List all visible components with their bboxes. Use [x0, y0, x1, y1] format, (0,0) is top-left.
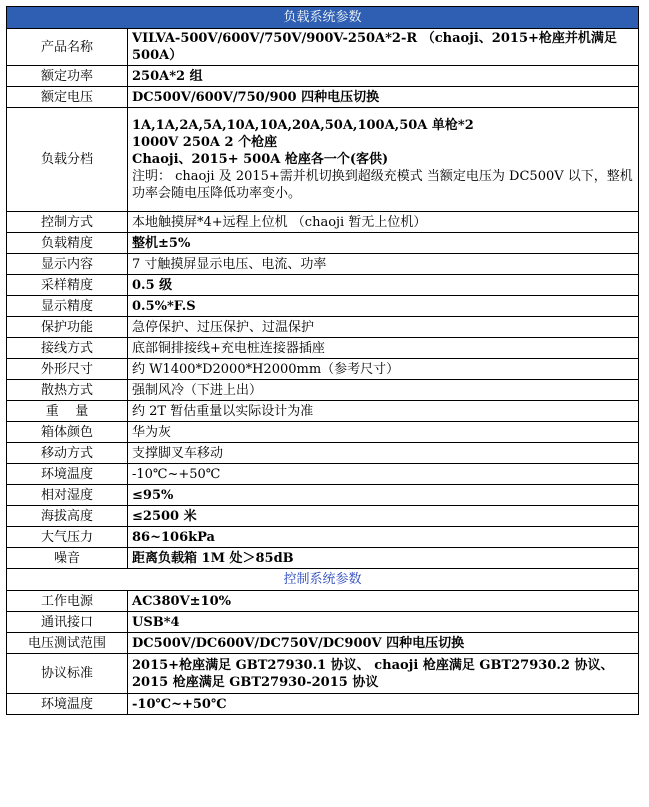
row-value: 0.5 级 — [128, 275, 639, 296]
row-label: 控制方式 — [7, 212, 128, 233]
row-label: 负载分档 — [7, 108, 128, 212]
spec-row-load-steps — [7, 108, 639, 212]
load-steps-line: 1000V 250A 2 个枪座 — [132, 135, 278, 150]
row-label: 箱体颜色 — [7, 422, 128, 443]
row-value: VILVA-500V/600V/750V/900V-250A*2-R （chaoji、2015+枪座并机满足500A） — [128, 29, 639, 66]
spec-row-noise — [7, 548, 639, 569]
section-title: 控制系统参数 — [7, 569, 639, 591]
row-label: 外形尺寸 — [7, 359, 128, 380]
row-value: 7 寸触摸屏显示电压、电流、功率 — [128, 254, 639, 275]
spec-row-display-accuracy — [7, 296, 639, 317]
spec-row-power-supply — [7, 591, 639, 612]
spec-row-protection — [7, 317, 639, 338]
row-value: 华为灰 — [128, 422, 639, 443]
row-label: 工作电源 — [7, 591, 128, 612]
row-label: 采样精度 — [7, 275, 128, 296]
row-value: DC500V/600V/750/900 四种电压切换 — [128, 87, 639, 108]
row-value: 约 W1400*D2000*H2000mm（参考尺寸） — [128, 359, 639, 380]
row-value: -10℃~+50℃ — [128, 464, 639, 485]
section-header-control — [7, 569, 639, 591]
load-steps-note: 注明： chaoji 及 2015+需并机切换到超级充模式 当额定电压为 DC500V 以下，整机功率会随电压降低功率变小。 — [132, 169, 633, 201]
load-steps-line: 1A,1A,2A,5A,10A,10A,20A,50A,100A,50A 单枪*2 — [132, 118, 474, 133]
row-label: 额定电压 — [7, 87, 128, 108]
spec-row-wiring — [7, 338, 639, 359]
load-steps-line: Chaoji、2015+ 500A 枪座各一个(客供) — [132, 152, 389, 167]
row-label: 重 量 — [7, 401, 128, 422]
section-header-load — [7, 7, 639, 29]
row-value — [128, 108, 639, 212]
row-label: 显示内容 — [7, 254, 128, 275]
row-label: 相对湿度 — [7, 485, 128, 506]
row-label: 环境温度 — [7, 464, 128, 485]
row-value: 整机±5% — [128, 233, 639, 254]
row-value: 2015+枪座满足 GBT27930.1 协议、 chaoji 枪座满足 GBT27930.2 协议、2015 枪座满足 GBT27930-2015 协议 — [128, 654, 639, 694]
row-label: 电压测试范围 — [7, 633, 128, 654]
row-value: ≤95% — [128, 485, 639, 506]
row-value: 支撑脚叉车移动 — [128, 443, 639, 464]
spec-row-voltage-range — [7, 633, 639, 654]
row-label: 散热方式 — [7, 380, 128, 401]
row-label: 协议标准 — [7, 654, 128, 694]
spec-row-control-mode — [7, 212, 639, 233]
row-value: 底部铜排接线+充电桩连接器插座 — [128, 338, 639, 359]
row-label: 保护功能 — [7, 317, 128, 338]
row-value: 约 2T 暂估重量以实际设计为准 — [128, 401, 639, 422]
row-label: 大气压力 — [7, 527, 128, 548]
row-label: 海拔高度 — [7, 506, 128, 527]
row-value: 本地触摸屏*4+远程上位机 （chaoji 暂无上位机） — [128, 212, 639, 233]
spec-sheet — [6, 6, 638, 715]
row-label: 通讯接口 — [7, 612, 128, 633]
row-value: -10℃~+50℃ — [128, 694, 639, 715]
row-value: AC380V±10% — [128, 591, 639, 612]
row-value: DC500V/DC600V/DC750V/DC900V 四种电压切换 — [128, 633, 639, 654]
spec-row-cooling — [7, 380, 639, 401]
row-label: 接线方式 — [7, 338, 128, 359]
spec-row-ambient-temp — [7, 464, 639, 485]
spec-row-comm-interface — [7, 612, 639, 633]
spec-row-ambient-temp-2 — [7, 694, 639, 715]
section-title: 负载系统参数 — [7, 7, 639, 29]
spec-row-sampling-accuracy — [7, 275, 639, 296]
spec-table — [6, 6, 639, 715]
spec-row-rated-voltage — [7, 87, 639, 108]
row-label: 额定功率 — [7, 66, 128, 87]
row-label: 移动方式 — [7, 443, 128, 464]
row-label: 显示精度 — [7, 296, 128, 317]
spec-row-humidity — [7, 485, 639, 506]
spec-row-dimensions — [7, 359, 639, 380]
spec-row-display-content — [7, 254, 639, 275]
row-label: 噪音 — [7, 548, 128, 569]
spec-row-movement — [7, 443, 639, 464]
row-value: 距离负载箱 1M 处＞85dB — [128, 548, 639, 569]
row-label: 环境温度 — [7, 694, 128, 715]
row-value: ≤2500 米 — [128, 506, 639, 527]
row-value: 250A*2 组 — [128, 66, 639, 87]
spec-row-protocol — [7, 654, 639, 694]
spec-row-rated-power — [7, 66, 639, 87]
spec-row-weight — [7, 401, 639, 422]
spec-row-cabinet-color — [7, 422, 639, 443]
row-value: 0.5%*F.S — [128, 296, 639, 317]
row-label: 产品名称 — [7, 29, 128, 66]
spec-row-altitude — [7, 506, 639, 527]
row-value: USB*4 — [128, 612, 639, 633]
row-value: 86~106kPa — [128, 527, 639, 548]
spec-row-pressure — [7, 527, 639, 548]
spec-row-product-name — [7, 29, 639, 66]
spec-row-load-accuracy — [7, 233, 639, 254]
row-value: 急停保护、过压保护、过温保护 — [128, 317, 639, 338]
row-label: 负载精度 — [7, 233, 128, 254]
row-value: 强制风冷（下进上出） — [128, 380, 639, 401]
